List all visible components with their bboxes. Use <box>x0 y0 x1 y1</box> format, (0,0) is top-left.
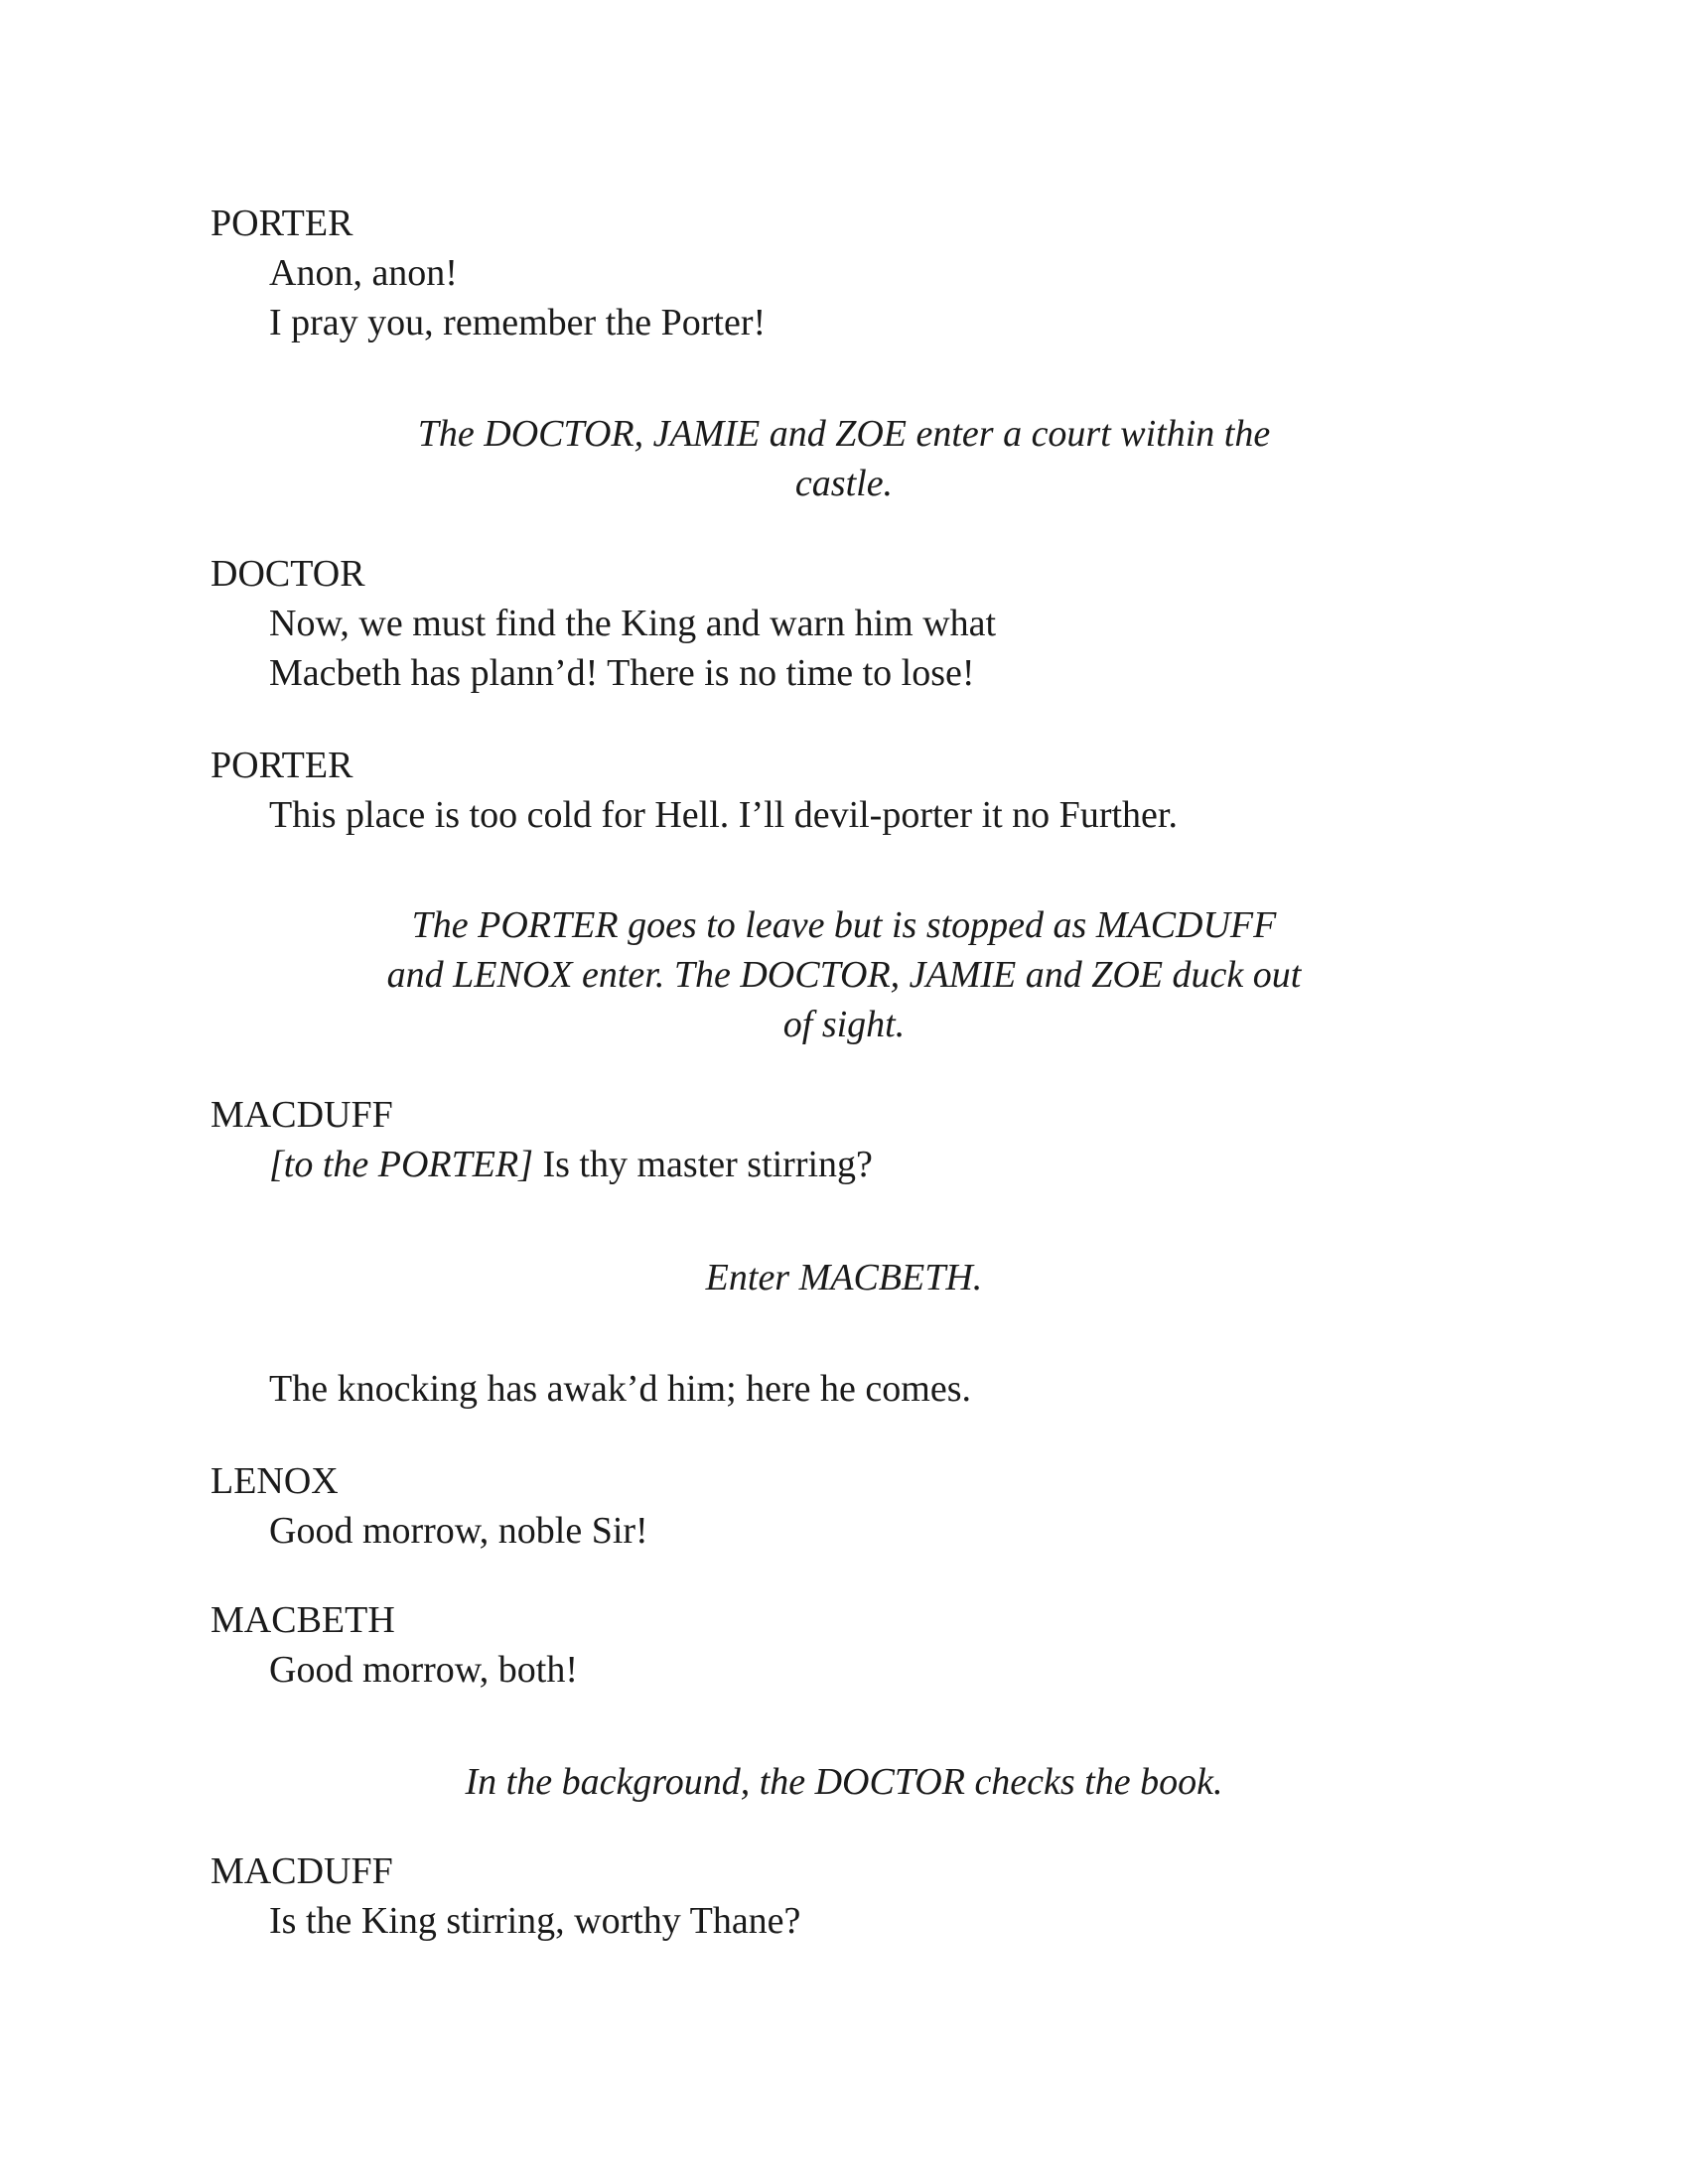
inline-stage-direction: [to the PORTER] <box>269 1144 533 1185</box>
stage-direction <box>298 1757 1390 1807</box>
dialogue-line: The knocking has awak’d him; here he comes. <box>269 1368 971 1410</box>
speaker-macduff: MACDUFF <box>211 1850 393 1892</box>
dialogue-line: Now, we must find the King and warn him what <box>269 603 997 644</box>
dialogue-text: Is thy master stirring? <box>532 1144 873 1185</box>
stage-direction <box>298 409 1390 508</box>
dialogue-line: Good morrow, noble Sir! <box>269 1510 648 1552</box>
stage-direction-line: of sight. <box>782 1004 906 1045</box>
speaker-macbeth: MACBETH <box>211 1599 395 1641</box>
dialogue-line <box>269 1140 873 1189</box>
speaker-lenox: LENOX <box>211 1460 339 1502</box>
dialogue-line: This place is too cold for Hell. I’ll devil-porter it no Further. <box>269 794 1178 836</box>
dialogue-line: Macbeth has plann’d! There is no time to lose! <box>269 652 975 694</box>
dialogue-line: Good morrow, both! <box>269 1649 578 1691</box>
dialogue-line: Anon, anon! <box>269 252 458 294</box>
stage-direction-line: castle. <box>794 463 894 504</box>
stage-direction-line: The PORTER goes to leave but is stopped as MACDUFF <box>411 904 1277 946</box>
dialogue-line: I pray you, remember the Porter! <box>269 302 767 343</box>
stage-direction-line: In the background, the DOCTOR checks the book. <box>465 1761 1223 1803</box>
stage-direction-line: The DOCTOR, JAMIE and ZOE enter a court within the <box>417 413 1271 455</box>
stage-direction <box>298 900 1390 1049</box>
stage-direction <box>298 1253 1390 1302</box>
speaker-porter: PORTER <box>211 745 353 786</box>
stage-direction-line: and LENOX enter. The DOCTOR, JAMIE and ZOE duck out <box>386 954 1302 996</box>
stage-direction-line: Enter MACBETH. <box>705 1257 983 1298</box>
dialogue-line: Is the King stirring, worthy Thane? <box>269 1900 801 1942</box>
speaker-porter: PORTER <box>211 203 353 244</box>
speaker-macduff: MACDUFF <box>211 1094 393 1136</box>
speaker-doctor: DOCTOR <box>211 553 365 595</box>
